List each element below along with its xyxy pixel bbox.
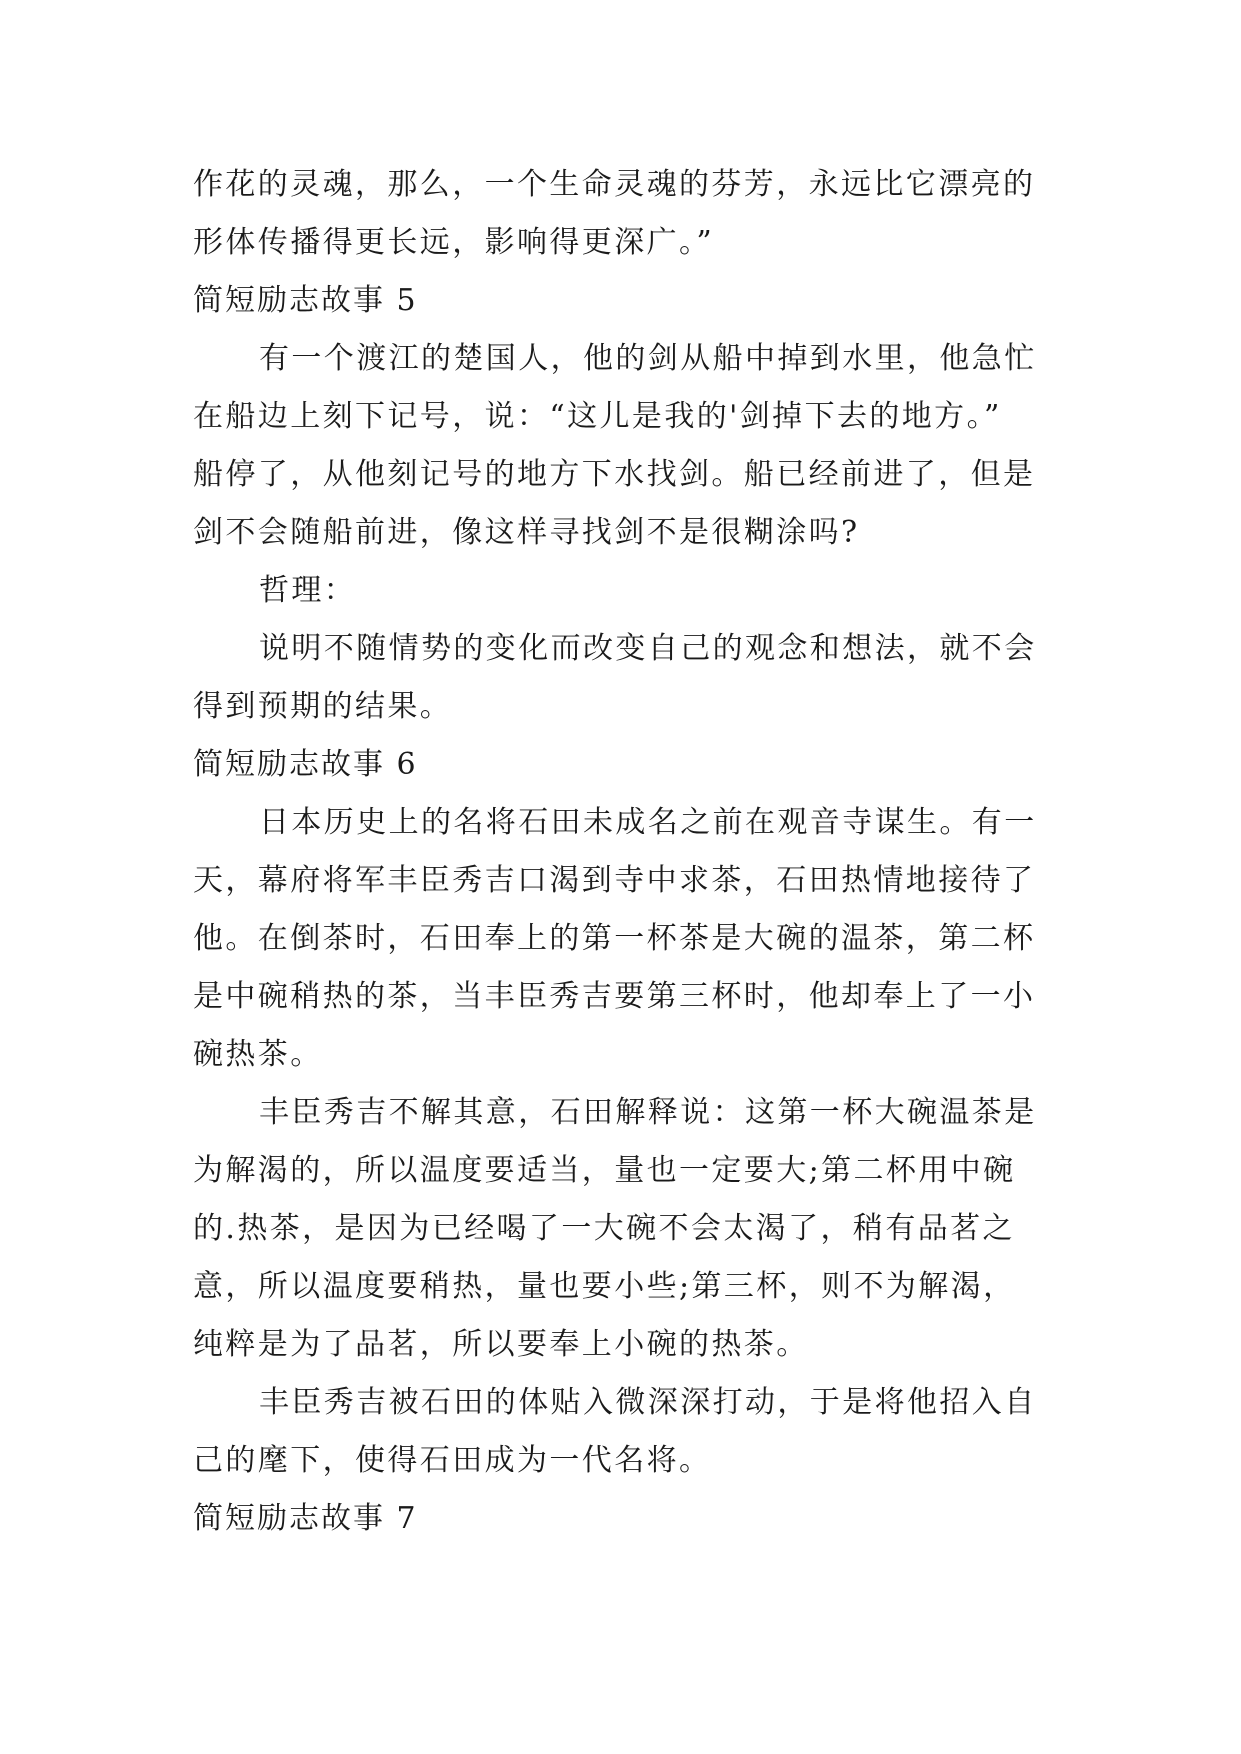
paragraph-first-line: 说明不随情势的变化而改变自己的观念和想法，就不会 [259,631,1037,666]
text-line: 剑不会随船前进，像这样寻找剑不是很糊涂吗? [193,515,860,550]
text-line: 纯粹是为了品茗，所以要奉上小碗的热茶。 [193,1327,809,1362]
text-line: 他。在倒茶时，石田奉上的第一杯茶是大碗的温茶，第二杯 [193,921,1036,956]
section-heading-story-5: 简短励志故事 5 [193,283,418,318]
document-body [193,156,1053,1548]
text-line: 在船边上刻下记号，说：“这儿是我的'剑掉下去的地方。” [193,399,1002,434]
text-line: 的.热茶，是因为已经喝了一大碗不会太渴了，稍有品茗之 [193,1211,1015,1246]
paragraph-first-line: 日本历史上的名将石田未成名之前在观音寺谋生。有一 [259,805,1037,840]
text-line: 为解渴的，所以温度要适当，量也一定要大;第二杯用中碗 [193,1153,1016,1188]
section-heading-story-7: 简短励志故事 7 [193,1501,418,1536]
paragraph-first-line: 丰臣秀吉被石田的体贴入微深深打动，于是将他招入自 [259,1385,1037,1420]
text-line: 是中碗稍热的茶，当丰臣秀吉要第三杯时，他却奉上了一小 [193,979,1036,1014]
section-heading-story-6: 简短励志故事 6 [193,747,418,782]
text-line: 船停了，从他刻记号的地方下水找剑。船已经前进了，但是 [193,457,1036,492]
paragraph-first-line: 有一个渡江的楚国人，他的剑从船中掉到水里，他急忙 [259,341,1037,376]
text-line: 得到预期的结果。 [193,689,453,724]
text-line: 碗热茶。 [193,1037,323,1072]
text-line: 形体传播得更长远，影响得更深广。” [193,225,715,260]
text-line: 作花的灵魂，那么，一个生命灵魂的芬芳，永远比它漂亮的 [193,167,1036,202]
text-line: 己的麾下，使得石田成为一代名将。 [193,1443,712,1478]
paragraph-first-line: 丰臣秀吉不解其意，石田解释说：这第一杯大碗温茶是 [259,1095,1037,1130]
paragraph-first-line: 哲理： [259,573,357,608]
text-line: 天，幕府将军丰臣秀吉口渴到寺中求茶，石田热情地接待了 [193,863,1036,898]
text-line: 意，所以温度要稍热，量也要小些;第三杯，则不为解渴， [193,1269,1016,1304]
